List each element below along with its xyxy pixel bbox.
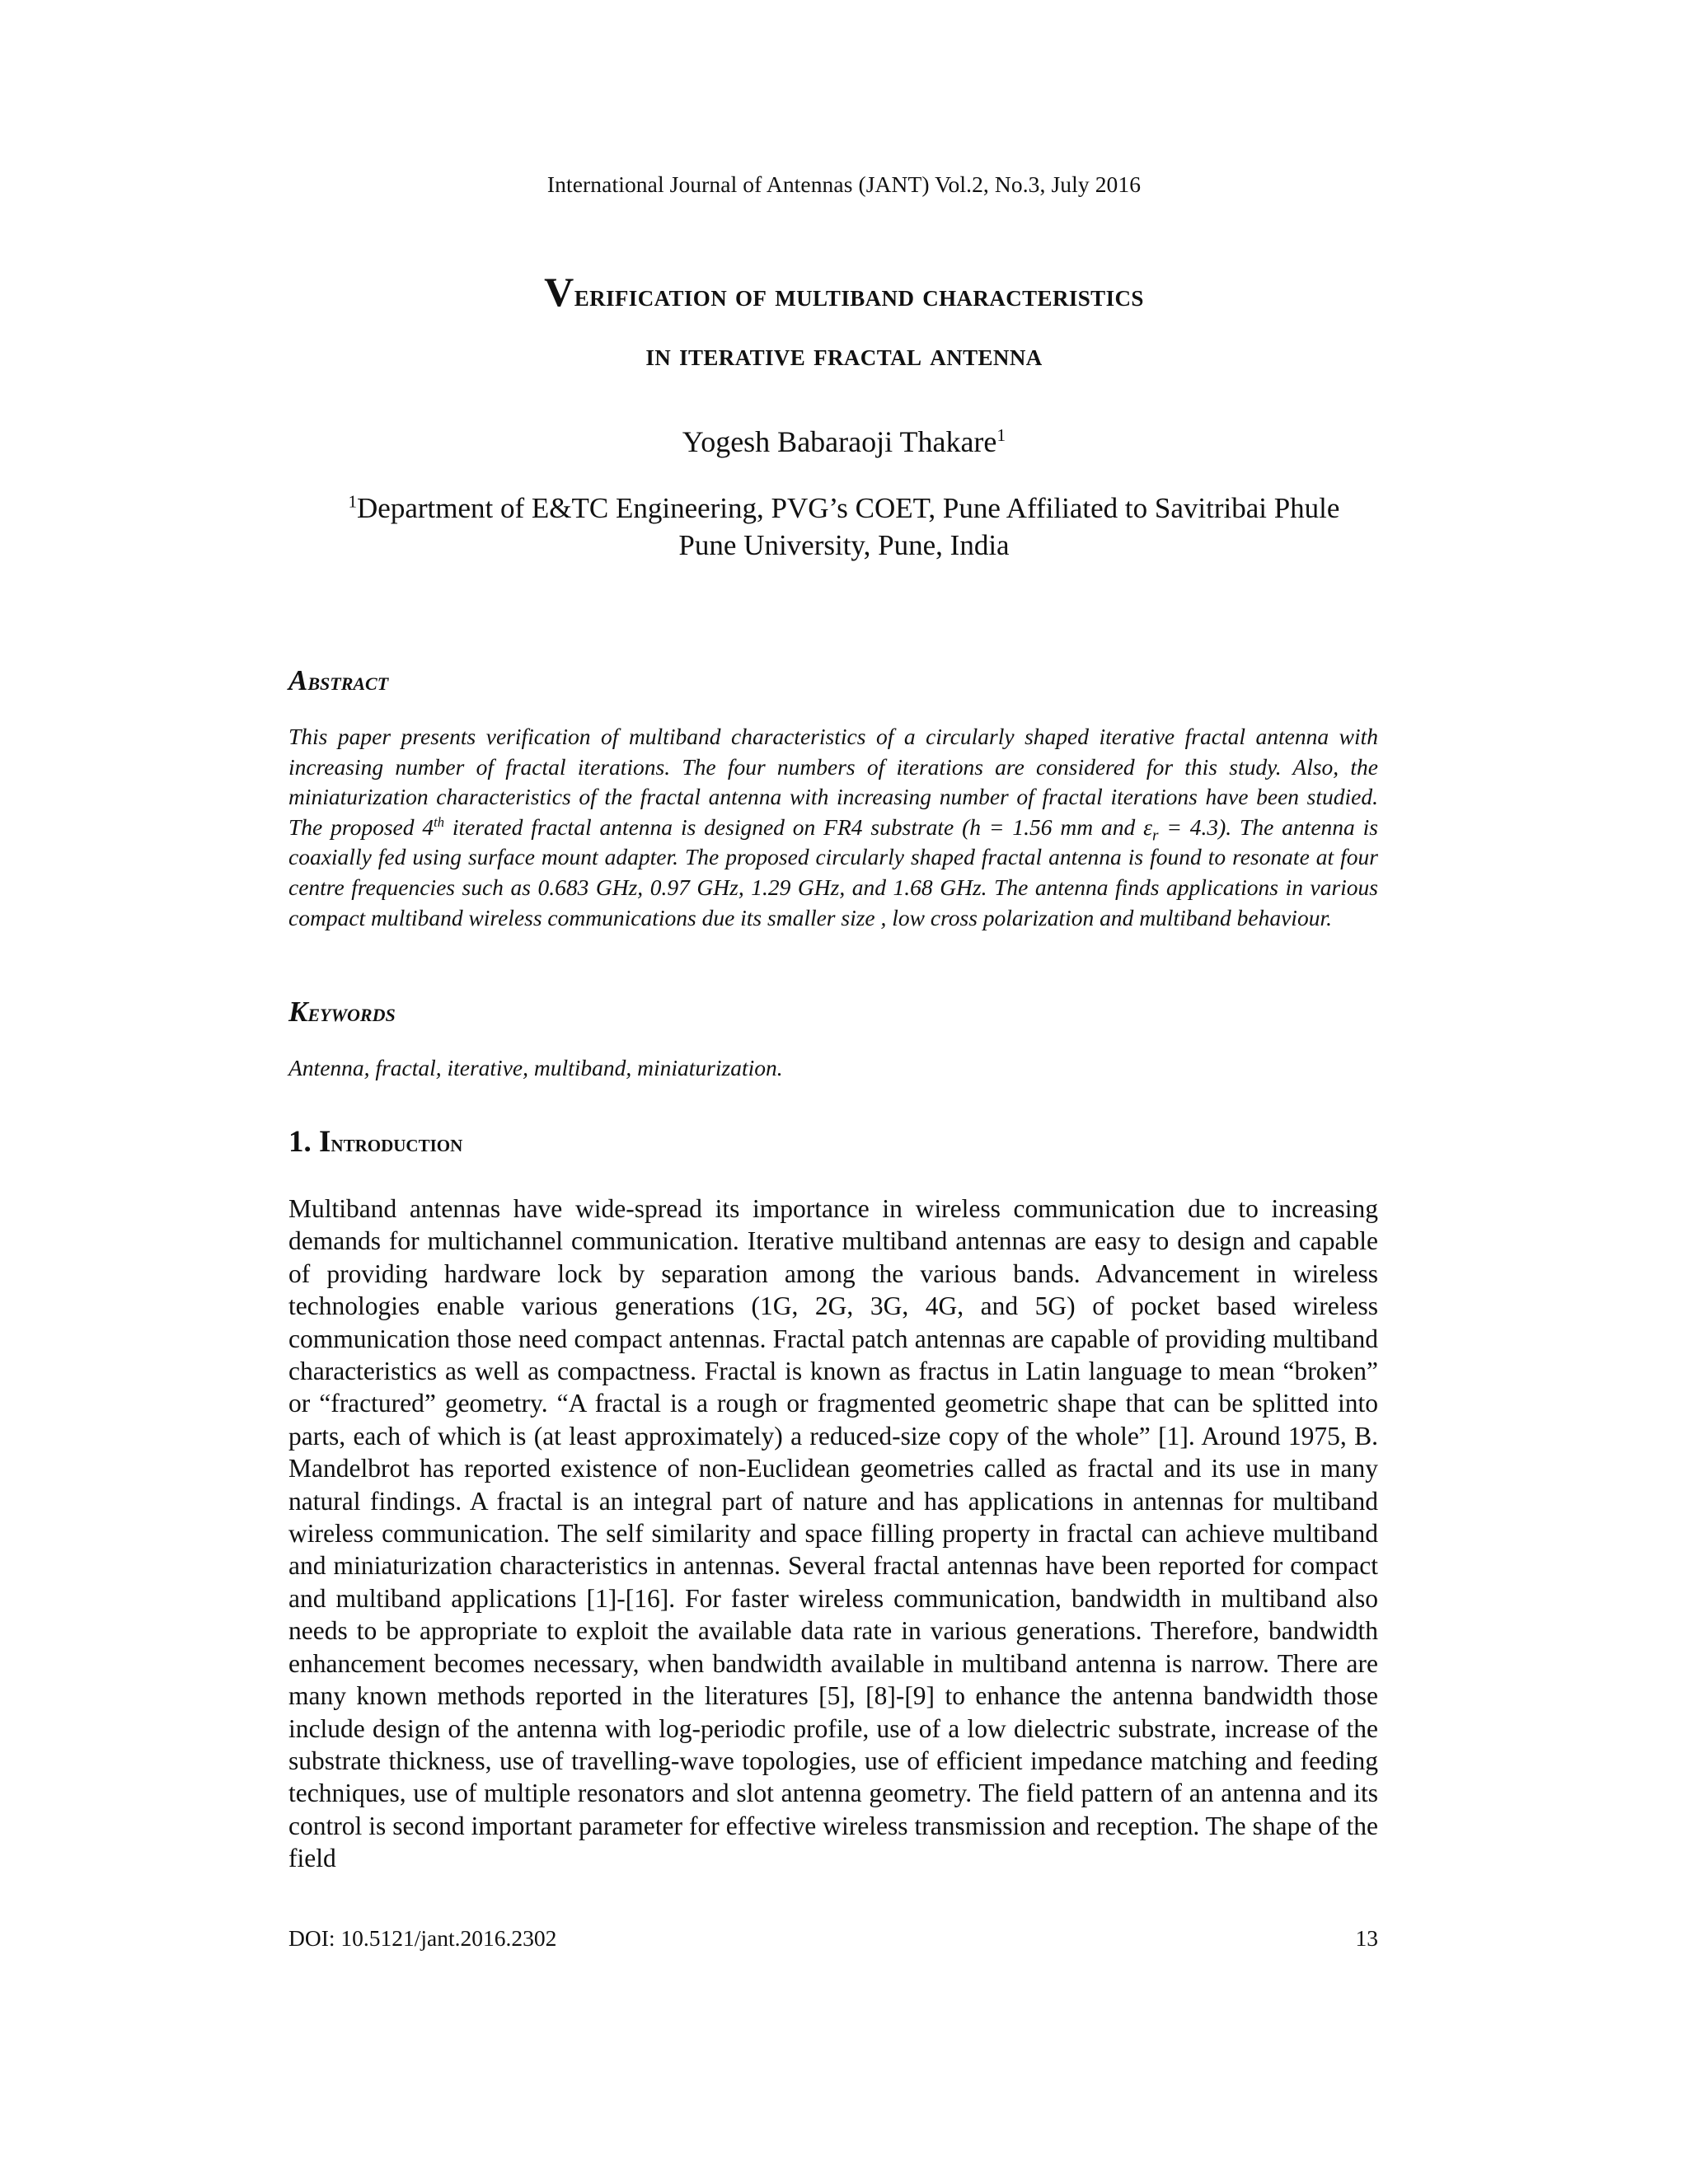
abstract-part-1: This paper presents verification of multiband characteristics of a circularly shaped iterative fractal antenna with increasing number of fractal iterations. The four numbers of iterations are considered for this study. Also, the miniaturization characteristics of the fractal antenna with increasing number of fractal iterations have been studied. The proposed 4	[288, 724, 1378, 840]
affiliation-line-1	[206, 490, 1482, 527]
keywords-heading-rest: eywords	[307, 998, 396, 1027]
doi: DOI: 10.5121/jant.2016.2302	[288, 1925, 557, 1951]
title-line-1-rest: erification of multiband characteristics	[574, 279, 1144, 313]
affiliation	[206, 490, 1482, 564]
title-line-1	[206, 262, 1482, 326]
affiliation-line-1-text: Department of E&TC Engineering, PVG’s COET, Pune Affiliated to Savitribai Phule	[357, 492, 1340, 524]
keywords-heading-initial: K	[288, 996, 308, 1028]
keywords-text: Antenna, fractal, iterative, multiband, miniaturization.	[288, 1055, 783, 1080]
page-number: 13	[1355, 1925, 1378, 1951]
abstract-part-2: iterated fractal antenna is designed on FR4 substrate (h = 1.56 mm and ε	[443, 813, 1152, 840]
paper-title	[206, 262, 1482, 385]
title-initial: V	[544, 269, 574, 315]
introduction-number: 1.	[288, 1125, 319, 1159]
author-name: Yogesh Babaraoji Thakare	[682, 425, 997, 458]
introduction-heading	[288, 1124, 462, 1160]
affiliation-line-2: Pune University, Pune, India	[678, 529, 1010, 561]
abstract-text	[288, 722, 1378, 933]
introduction-text: Multiband antennas have wide-spread its importance in wireless communication due to increasing demands for multichannel communication. Iterative multiband antennas are easy to design and capable of providing hardware lock by separation among the various bands. Advancement in wireless technologies enable various generations (1G, 2G, 3G, 4G, and 5G) of pocket based wireless communication those need compact antennas. Fractal patch antennas are capable of providing multiband characteristics as well as compactness. Fractal is known as fractus in Latin language to mean “broken” or “fractured” geometry. “A fractal is a rough or fragmented geometric shape that can be splitted into parts, each of which is (at least approximately) a reduced-size copy of the whole” [1]. Around 1975, B. Mandelbrot has reported existence of non-Euclidean geometries called as fractal and its use in many natural findings. A fractal is an integral part of nature and has applications in antennas for multiband wireless communication. The self similarity and space filling property in fractal can achieve multiband and miniaturization characteristics in antennas. Several fractal antennas have been reported for compact and multiband applications [1]-[16]. For faster wireless communication, bandwidth in multiband also needs to be appropriate to exploit the available data rate in various generations. Therefore, bandwidth enhancement becomes necessary, when bandwidth available in multiband antenna is narrow. There are many known methods reported in the literatures [5], [8]-[9] to enhance the antenna bandwidth those include design of the antenna with log-periodic profile, use of a low dielectric substrate, increase of the substrate thickness, use of travelling-wave topologies, use of efficient impedance matching and feeding techniques, use of multiple resonators and slot antenna geometry. The field pattern of an antenna and its control is second important parameter for effective wireless transmission and reception. The shape of the field	[288, 1194, 1378, 1873]
abstract-heading	[288, 664, 388, 697]
introduction-heading-rest: ntroduction	[331, 1130, 463, 1157]
author	[0, 424, 1688, 459]
title-line-2: in iterative fractal antenna	[645, 338, 1043, 373]
abstract-heading-rest: bstract	[307, 667, 389, 696]
abstract-sub: r	[1151, 827, 1159, 845]
abstract-sup: th	[434, 813, 444, 830]
affiliation-sup: 1	[348, 491, 358, 512]
introduction-heading-initial: I	[319, 1125, 331, 1159]
keywords-heading	[288, 996, 396, 1029]
author-sup: 1	[996, 425, 1006, 445]
page-footer	[288, 1925, 1378, 1952]
abstract-part-3: = 4.3). The antenna is coaxially fed using surface mount adapter. The proposed circularly shaped fractal antenna is found to resonate at four centre frequencies such as 0.683 GHz, 0.97 GHz, 1.29 GHz, and 1.68 GHz. The antenna finds applications in various compact multiband wireless communications due its smaller size , low cross polarization and multiband behaviour.	[288, 813, 1378, 930]
journal-header: International Journal of Antennas (JANT) Vol.2, No.3, July 2016	[546, 171, 1142, 197]
abstract-heading-initial: A	[288, 664, 308, 696]
